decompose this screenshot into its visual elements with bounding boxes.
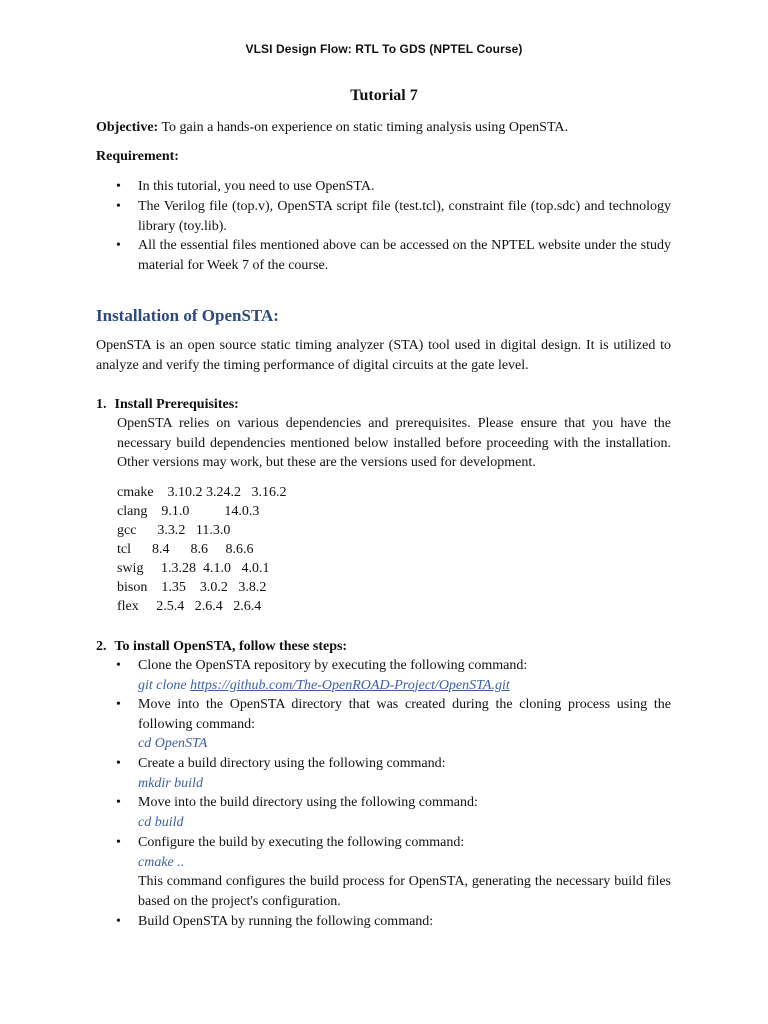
bullet-icon: • [116, 179, 121, 194]
list-item: The Verilog file (top.v), OpenSTA script file (test.tcl), constraint file (top.sdc) and technology library (toy.lib). [138, 199, 671, 234]
bullet-icon: • [116, 199, 121, 214]
bullet-icon: • [116, 914, 121, 929]
objective-label: Objective: [96, 120, 159, 135]
list-item: Move into the build directory using the following command: cd build [138, 793, 671, 832]
list-item: Clone the OpenSTA repository by executing the following command: git clone https://github.com/The-OpenROAD-Project/OpenSTA.git [138, 656, 671, 695]
objective-text: To gain a hands-on experience on static timing analysis using OpenSTA. [158, 120, 568, 135]
bullet-icon: • [116, 795, 121, 810]
cd-command: cd OpenSTA [138, 736, 208, 751]
version-row: gcc 3.3.2 11.3.0 [117, 523, 231, 538]
list-item: In this tutorial, you need to use OpenSTA. [138, 179, 375, 194]
bullet-icon: • [116, 697, 121, 712]
list-item: Configure the build by executing the following command: cmake .. This command configures the build process for OpenSTA, generating the necessary build files based on the project's configuration. [138, 833, 671, 911]
version-row: flex 2.5.4 2.6.4 2.6.4 [117, 599, 262, 614]
page-title: Tutorial 7 [350, 87, 418, 104]
list-item: Move into the OpenSTA directory that was created during the cloning process using the following command: cd OpenSTA [138, 695, 671, 754]
requirement-label: Requirement: [96, 149, 179, 164]
bullet-icon: • [116, 658, 121, 673]
step-1-paragraph: OpenSTA relies on various dependencies and prerequisites. Please ensure that you have the necessary build dependencies mentioned below installed before proceeding with the installation. Other versions may work, but these are the versions used for development. [117, 416, 671, 470]
bullet-icon: • [116, 238, 121, 253]
objective-paragraph [96, 118, 568, 137]
version-row: clang 9.1.0 14.0.3 [117, 504, 260, 519]
cd-build-command: cd build [138, 814, 184, 830]
clone-command: git clone https://github.com/The-OpenROAD-Project/OpenSTA.git [138, 677, 510, 693]
version-row: tcl 8.4 8.6 8.6.6 [117, 542, 254, 557]
list-item: Create a build directory using the following command: mkdir build [138, 754, 671, 793]
repo-link[interactable]: https://github.com/The-OpenROAD-Project/OpenSTA.git [190, 677, 510, 693]
version-row: bison 1.35 3.0.2 3.8.2 [117, 580, 267, 595]
version-row: cmake 3.10.2 3.24.2 3.16.2 [117, 485, 287, 500]
running-header: VLSI Design Flow: RTL To GDS (NPTEL Course) [245, 42, 523, 56]
list-item: Build OpenSTA by running the following command: [138, 914, 434, 929]
step-1-heading: 1. Install Prerequisites: [96, 397, 239, 412]
list-item: All the essential files mentioned above can be accessed on the NPTEL website under the study material for Week 7 of the course. [138, 238, 671, 273]
bullet-icon: • [116, 756, 121, 771]
step-2-heading: 2. To install OpenSTA, follow these steps: [96, 639, 348, 654]
version-row: swig 1.3.28 4.1.0 4.0.1 [117, 561, 270, 576]
mkdir-command: mkdir build [138, 775, 203, 791]
intro-paragraph: OpenSTA is an open source static timing analyzer (STA) tool used in digital design. It is utilized to analyze and verify the timing performance of digital circuits at the gate level. [96, 338, 671, 373]
section-heading: Installation of OpenSTA: [96, 306, 279, 325]
configure-note: This command configures the build process for OpenSTA, generating the necessary build files based on the project's configuration. [138, 874, 671, 909]
bullet-icon: • [116, 835, 121, 850]
cmake-command: cmake .. [138, 854, 185, 870]
